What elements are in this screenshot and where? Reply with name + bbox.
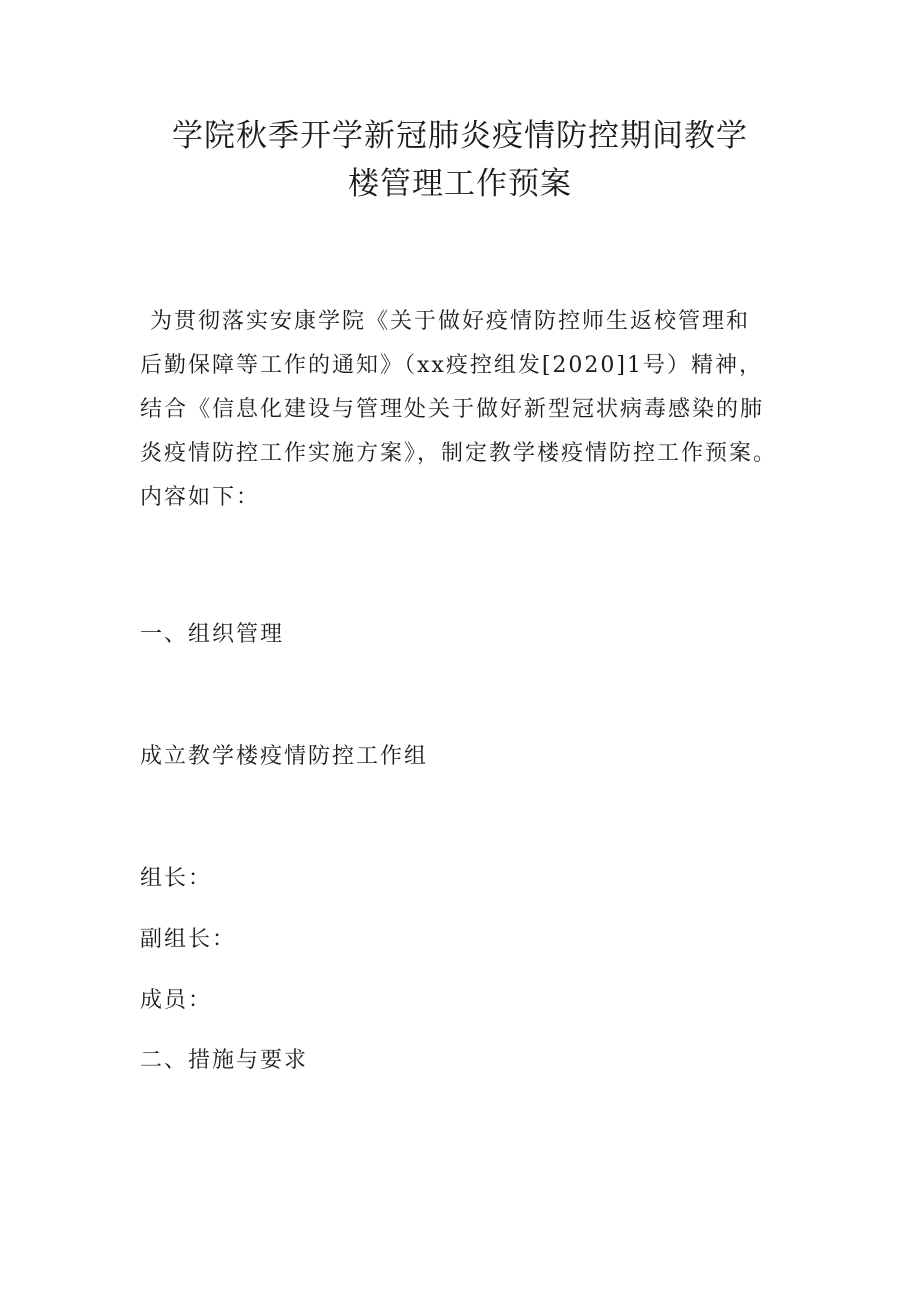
intro-line: 炎疫情防控工作实施方案》，制定教学楼疫情防控工作预案。 bbox=[140, 441, 778, 466]
intro-line: 结合《信息化建设与管理处关于做好新型冠状病毒感染的肺 bbox=[140, 397, 765, 422]
section-1-heading: 一、组织管理 bbox=[140, 622, 285, 647]
document-title-line-1: 学院秋季开学新冠肺炎疫情防控期间教学 bbox=[172, 118, 748, 154]
section-1-subheading: 成立教学楼疫情防控工作组 bbox=[140, 744, 429, 769]
intro-line: 后勤保障等工作的通知》（xx疫控组发[2020]1号）精神， bbox=[140, 353, 763, 378]
intro-line: 内容如下： bbox=[140, 485, 261, 510]
document-title-line-2: 楼管理工作预案 bbox=[348, 166, 572, 202]
members-label: 成员： bbox=[140, 988, 213, 1013]
intro-paragraph bbox=[140, 300, 790, 520]
group-leader-label: 组长： bbox=[140, 866, 213, 891]
deputy-leader-label: 副组长： bbox=[140, 927, 237, 952]
intro-line: 为贯彻落实安康学院《关于做好疫情防控师生返校管理和 bbox=[150, 309, 751, 334]
section-2-heading: 二、措施与要求 bbox=[140, 1048, 309, 1073]
